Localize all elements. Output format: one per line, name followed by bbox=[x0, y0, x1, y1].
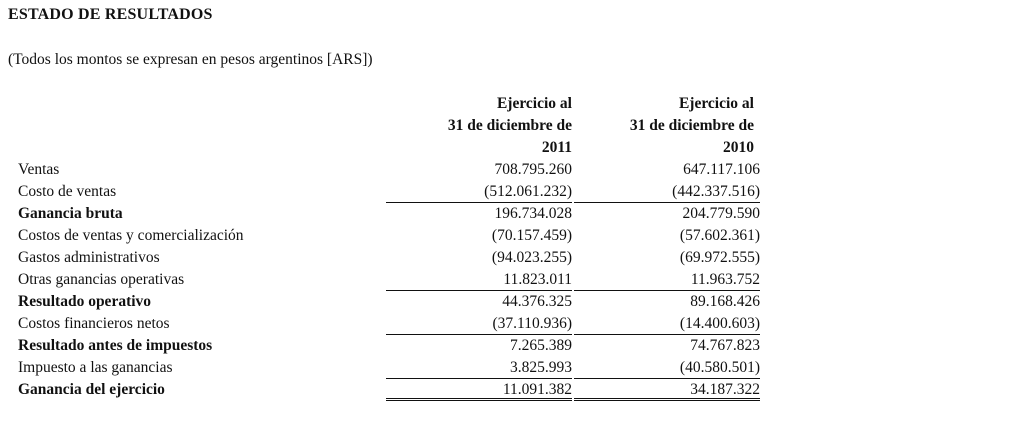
value-2010: 204.779.590 bbox=[682, 205, 760, 222]
value-2010: 647.117.106 bbox=[683, 161, 760, 178]
row-label: Costo de ventas bbox=[18, 183, 117, 200]
value-2011: (37.110.936) bbox=[386, 314, 572, 335]
value-2010: 34.187.322 bbox=[574, 380, 760, 401]
table-row-otras-ganancias bbox=[18, 270, 760, 292]
row-label: Costos financieros netos bbox=[18, 315, 170, 332]
row-label: Resultado operativo bbox=[18, 293, 152, 310]
value-2011: (94.023.255) bbox=[491, 249, 572, 266]
column-header-line: 2010 bbox=[723, 139, 754, 156]
column-header-2011 bbox=[412, 93, 572, 159]
value-2011: (70.157.459) bbox=[491, 227, 572, 244]
value-2011: 708.795.260 bbox=[494, 161, 572, 178]
row-label: Impuesto a las ganancias bbox=[18, 359, 173, 376]
column-header-line: 2011 bbox=[541, 139, 572, 156]
value-2010: 74.767.823 bbox=[690, 337, 760, 354]
table-row-gastos-administrativos bbox=[18, 248, 760, 270]
table-row-ventas bbox=[18, 160, 760, 182]
value-2010: 89.168.426 bbox=[690, 293, 760, 310]
column-header-2010 bbox=[594, 93, 754, 159]
statement-title: ESTADO DE RESULTADOS bbox=[8, 6, 213, 23]
value-2011: (512.061.232) bbox=[386, 182, 572, 203]
table-row-resultado-operativo bbox=[18, 292, 760, 314]
row-label: Otras ganancias operativas bbox=[18, 271, 185, 288]
table-row-ganancia-ejercicio bbox=[18, 380, 760, 402]
column-header-line: 31 de diciembre de bbox=[447, 117, 572, 134]
value-2010: (69.972.555) bbox=[679, 249, 760, 266]
row-label: Gastos administrativos bbox=[18, 249, 160, 266]
statement-subtitle: (Todos los montos se expresan en pesos argentinos [ARS]) bbox=[8, 51, 373, 68]
income-statement-table bbox=[18, 160, 760, 402]
value-2011: 3.825.993 bbox=[386, 358, 572, 379]
value-2011: 44.376.325 bbox=[502, 293, 572, 310]
table-row-costos-comercializacion bbox=[18, 226, 760, 248]
table-row-resultado-antes-impuestos bbox=[18, 336, 760, 358]
value-2011: 7.265.389 bbox=[510, 337, 572, 354]
value-2011: 196.734.028 bbox=[494, 205, 572, 222]
column-header-line: Ejercicio al bbox=[496, 95, 572, 112]
value-2010: 11.963.752 bbox=[574, 270, 760, 291]
row-label: Costos de ventas y comercialización bbox=[18, 227, 244, 244]
row-label: Resultado antes de impuestos bbox=[18, 337, 213, 354]
table-row-costos-financieros bbox=[18, 314, 760, 336]
value-2010: (40.580.501) bbox=[574, 358, 760, 379]
value-2010: (442.337.516) bbox=[574, 182, 760, 203]
value-2011: 11.091.382 bbox=[386, 380, 572, 401]
table-row-costo-de-ventas bbox=[18, 182, 760, 204]
row-label: Ganancia bruta bbox=[18, 205, 123, 222]
table-row-ganancia-bruta bbox=[18, 204, 760, 226]
value-2011: 11.823.011 bbox=[386, 270, 572, 291]
value-2010: (14.400.603) bbox=[574, 314, 760, 335]
column-header-line: Ejercicio al bbox=[678, 95, 754, 112]
column-header-line: 31 de diciembre de bbox=[629, 117, 754, 134]
row-label: Ganancia del ejercicio bbox=[18, 381, 165, 398]
value-2010: (57.602.361) bbox=[679, 227, 760, 244]
table-row-impuesto-ganancias bbox=[18, 358, 760, 380]
row-label: Ventas bbox=[18, 161, 60, 178]
